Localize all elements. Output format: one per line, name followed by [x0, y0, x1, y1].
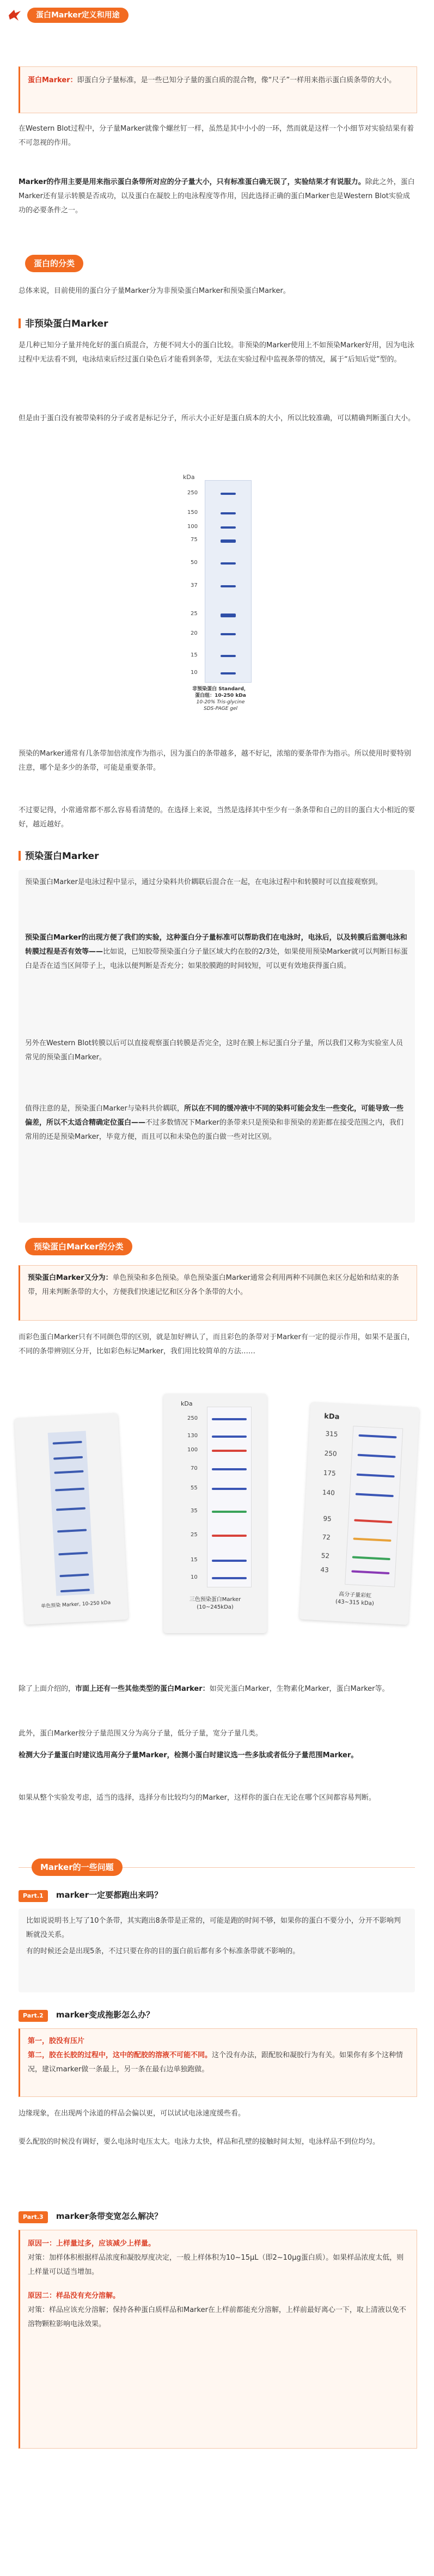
gel1-marker: 75: [191, 537, 198, 543]
gel1-band: [221, 526, 236, 529]
faq-q1-tag: Part.1: [19, 1890, 48, 1902]
gel1-marker: 25: [191, 611, 198, 617]
gel3-band: [212, 1468, 247, 1470]
colored-paragraph-2: 而彩色蛋白Marker只有不同颜色带的区别，就是加好辨认了，而且彩色的条带对于Marker有一定的提示作用，如果不是蛋白，不同的条带辨别区分开，比如彩色标记Marker，我们用比较简单的方法……: [19, 1333, 414, 1356]
gel2-band: [57, 1529, 87, 1533]
faq-q1-p2: 有的时候还会是出现5条，不过只要在你的目的蛋白前后都有多个标准条带就不影响的。: [26, 1947, 300, 1955]
faq-q2-point2-rest: 这个没有办法，跟配胶和凝胶行为有关。如果你有多个这种情况，建议marker做一条最上，另一条在最右边单独跑做。: [28, 2051, 404, 2074]
faq-q2-title: marker变成拖影怎么办？: [56, 2010, 155, 2020]
gel2-band: [53, 1441, 82, 1445]
classification-intro: 总体来说，目前使用的蛋白分子量Marker分为非预染蛋白Marker和预染蛋白Marker。: [19, 287, 290, 295]
gel1-band: [221, 633, 236, 635]
gel1-band: [221, 614, 236, 617]
gel1-marker: 50: [191, 560, 198, 566]
faq-q2-tag: Part.2: [19, 2010, 48, 2022]
header-title: 蛋白Marker定义和用途: [27, 8, 129, 23]
colored-paragraph-1: [20, 1266, 417, 1305]
gel2-band: [54, 1470, 83, 1474]
gel4-marker: 52: [321, 1551, 330, 1560]
prestained-paragraph-4: [25, 1102, 408, 1144]
section-title-colored: 预染蛋白Marker的分类: [25, 1238, 132, 1255]
faq-q1-p1: 比如说说明书上写了10个条带，其实跑出8条带是正常的，可能是跑的时间不够，如果你的蛋白不要分小，分开不影响判断就没关系。: [26, 1917, 401, 1939]
gel2-band: [55, 1488, 84, 1492]
header-bar: [8, 8, 427, 24]
prestained-p4-pre: 值得注意的是，预染蛋白Marker与染料共价耦联，: [25, 1105, 184, 1113]
gel4-marker: 250: [324, 1449, 337, 1458]
section-title-classification: 蛋白的分类: [25, 255, 83, 272]
gel2-band: [60, 1588, 90, 1592]
definition-text: [20, 67, 417, 94]
gel4-band: [357, 1474, 395, 1478]
other-paragraph-3: [19, 1749, 415, 1763]
faq-q3-box: [19, 2230, 417, 2449]
gel3-caption: [163, 1596, 267, 1611]
rainbow-gel-card: [299, 1402, 420, 1625]
faq-q3-content: [20, 2230, 417, 2338]
other-p1-rest: 如荧光蛋白Marker，生物素化Marker，蛋白Marker等。: [209, 1685, 389, 1693]
unstained-paragraph-4: 不过要记得，小常通常都不那么容易看清楚的。在选择上来说，当然是选择其中至少有一条条带和自己的目的蛋白大小相近的要好，越近越好。: [19, 806, 415, 829]
faq-q2-points: [20, 2029, 417, 2082]
gel4-caption: [300, 1589, 409, 1610]
gel1-caption-line: SDS-PAGE gel: [203, 706, 237, 712]
colored-box: [19, 1265, 417, 1321]
gel3-band: [212, 1535, 247, 1537]
gel4-caption-line: 高分子量彩虹: [338, 1591, 372, 1599]
other-p1-pre: 除了上面介绍的，: [19, 1685, 76, 1693]
faq-q2-point2-bold: 第二，胶在长胶的过程中，这中的配胶的溶液不可能不同。: [28, 2051, 212, 2059]
gel3-band: [212, 1450, 247, 1452]
gel1-kda-label: kDa: [183, 474, 195, 481]
faq-q3-point1-body: 对策：加样体积根据样品浓度和凝胶厚度决定，一般上样体积为10~15μL（即2~10μg蛋白质）。如果样品浓度太低，则上样量可以适当增加。: [28, 2254, 404, 2276]
gel4-band: [352, 1556, 390, 1560]
gel3-band: [212, 1436, 247, 1438]
gel3-lane: [207, 1407, 252, 1587]
gel2-band: [53, 1456, 83, 1460]
intro-p2-rest: 除此之外，蛋白Marker还有显示转膜是否成功，以及蛋白在凝胶上的电泳程度等作用，因此选择正确的蛋白Marker也是Western Blot实验成功的必要条件之一。: [19, 178, 415, 214]
unstained-paragraph-2: 但是由于蛋白没有被带染料的分子或者是标记分子，所示大小正好是蛋白质本的大小，所以比较准确，可以精确判断蛋白大小。: [19, 414, 415, 422]
gel3-kda-label: kDa: [181, 1400, 193, 1407]
other-paragraph-1: [19, 1682, 415, 1696]
gel1-marker: 20: [191, 630, 198, 636]
bird-logo-icon: [8, 8, 22, 22]
faq-q1-title: marker一定要都跑出来吗？: [56, 1890, 163, 1900]
single-color-gel-card: [14, 1413, 129, 1624]
faq-q2-p1: 边缘现象，在出现两个泳道的样品会偏以更，可以试试电泳速度缓些看。: [19, 2109, 246, 2118]
intro-p2-bold: Marker的作用主要是用来指示蛋白条带所对应的分子量大小，只有标准蛋白确无误了，实验结果才有说服力。: [19, 178, 365, 186]
gel4-band: [358, 1454, 396, 1458]
gel2-band: [58, 1552, 88, 1556]
gel3-band: [212, 1577, 247, 1579]
gel1-caption-line: 10-20% Tris-glycine: [196, 700, 245, 705]
intro-paragraph-2: [19, 175, 415, 218]
gel3-marker: 35: [191, 1508, 198, 1514]
gel3-marker: 70: [191, 1465, 198, 1471]
unstained-gel-figure: [180, 474, 261, 713]
gel1-marker: 250: [187, 490, 198, 496]
gel3-marker: 15: [191, 1557, 198, 1563]
unstained-paragraph-3: 预染的Marker通常有几条带加倍浓度作为指示，因为蛋白的条带越多，越不好记，浓缩的要条带作为指示。所以使用时要特别注意，哪个是多少的条带，可能是重要条带。: [19, 750, 411, 772]
gel1-band: [221, 585, 236, 587]
faq-q2-point2: [28, 2048, 409, 2077]
faq-q3-header: [19, 2210, 415, 2224]
tricolor-gel-card: [163, 1394, 267, 1633]
heading-prestained: 预染蛋白Marker: [19, 848, 99, 862]
gel4-marker: 43: [320, 1566, 329, 1574]
gel3-marker: 25: [191, 1532, 198, 1538]
gel4-kda-label: kDa: [323, 1412, 340, 1421]
faq-q2-p2: 要么配胶的时候没有调好，要么电泳时电压太大。电泳力太快，样品和孔壁的接触时间太短，电泳样品不到位均匀。: [19, 2138, 380, 2146]
gel1-marker: 10: [191, 670, 198, 676]
gel4-band: [356, 1493, 394, 1498]
prestained-p4-bold: 所以在不同的缓冲液中不同的染料可能会发生一些变化，可能导致一些偏差，所以不太适合精确定位蛋白——: [25, 1105, 404, 1127]
gel3-marker: 100: [187, 1447, 198, 1453]
faq-q1-box: [19, 1909, 415, 1992]
gel4-band: [358, 1434, 396, 1439]
gel1-marker: 15: [191, 652, 198, 658]
gel4-marker: 175: [323, 1469, 337, 1477]
gel3-marker: 10: [191, 1574, 198, 1580]
gel3-band: [212, 1511, 247, 1513]
gel2-band: [56, 1507, 85, 1511]
gel2-lane: [48, 1431, 95, 1596]
prestained-p2-rest: 比如说，已知胶带预染蛋白分子量区域大约在胶的2/3处，如果使用预染Marker就可以判断目标蛋白是否在适当区间带子上，电泳以便判断是否充分；如果胶膜跑的时间较短，可以更有效地获得蛋白质。: [25, 948, 408, 970]
gel1-band: [221, 539, 236, 543]
unstained-paragraph-1: 是几种已知分子量并纯化好的蛋白质混合，方便不同大小的蛋白比较。非预染的Marker使用上不如预染Marker好用，因为电泳过程中无法看不到，电泳结束后经过蛋白染色后才能看到条带，无法在实验过程中监视条带的情况，属于“后知后觉”型的。: [19, 341, 414, 364]
gel1-marker: 37: [191, 582, 198, 588]
faq-q2-header: [19, 2009, 415, 2023]
faq-q1-header: [19, 1889, 415, 1903]
gel4-band: [353, 1537, 391, 1542]
gel3-caption-line: (10~245kDa): [197, 1604, 234, 1610]
prestained-paragraph-1: 预染蛋白Marker是电泳过程中显示，通过分染料共价耦联后混合在一起，在电泳过程中和转膜时可以直接观察到。: [25, 878, 382, 886]
gel1-lane: [205, 480, 252, 683]
definition-body: 即蛋白分子量标准，是一些已知分子量的蛋白质的混合物，像“尺子”一样用来指示蛋白质条带的大小。: [77, 76, 396, 84]
other-p3-bold: 检测大分子量蛋白时建议选用高分子量Marker，检测小蛋白时建议选一些多肽或者低分子量范围Marker。: [19, 1751, 358, 1759]
gel1-caption-line: 非预染蛋白 Standard，: [192, 686, 249, 692]
other-p1-bold: 市面上还有一些其他类型的蛋白Marker：: [75, 1685, 210, 1693]
gel3-caption-line: 三色预染蛋白Marker: [189, 1597, 241, 1603]
gel1-band: [221, 672, 236, 674]
gel4-marker: 140: [322, 1488, 335, 1497]
prestained-p4-rest: 不过多数情况下Marker的条带来只是预染和非预染的差距都在接受范围之内，我们常用的还是预染Marker，毕竟方便，而且可以和未染色的蛋白做一些对比区别。: [25, 1119, 404, 1141]
gel1-band: [221, 493, 236, 495]
faq-q3-title: marker条带变宽怎么解决？: [56, 2211, 163, 2221]
other-paragraph-4: 如果从整个实验发考虑，适当的选择，选择分布比较均匀的Marker，这样你的蛋白在无论在哪个区间都容易判断。: [19, 1794, 376, 1802]
faq-q3-point2-title: 原因二：样品没有充分溶解。: [28, 2292, 120, 2300]
gel3-band: [212, 1560, 247, 1562]
gel2-band: [59, 1573, 89, 1577]
definition-box: [19, 66, 417, 113]
prestained-paragraph-3: 另外在Western Blot转膜以后可以直接观察蛋白转膜是否完全，这时在膜上标记蛋白分子量，所以我们又称为实验室人员常见的预染蛋白Marker。: [25, 1039, 404, 1062]
faq-q3-point1-title: 原因一：上样量过多，应该减少上样量。: [28, 2240, 156, 2248]
gel4-band: [351, 1570, 389, 1574]
gel1-band: [221, 562, 236, 565]
faq-title-wrap: [19, 1859, 415, 1877]
gel4-marker: 72: [322, 1533, 331, 1542]
gel4-marker: 315: [325, 1430, 338, 1438]
gel1-band: [221, 512, 236, 514]
gel3-marker: 250: [187, 1415, 198, 1421]
definition-prefix: 蛋白Marker：: [28, 76, 77, 84]
other-paragraph-2: 此外，蛋白Marker按分子量范围又分为高分子量，低分子量，宽分子量几类。: [19, 1729, 262, 1738]
gel4-lane: [345, 1426, 403, 1587]
faq-q3-point2-body: 对策：样品应该充分溶解；保持各种蛋白质样品和Marker在上样前都能充分溶解，上样前最好离心一下，取上清液以免不溶物颗粒影响电泳效果。: [28, 2306, 406, 2328]
gel4-caption-line: (43~315 kDa): [335, 1598, 375, 1607]
heading-unstained: 非预染蛋白Marker: [19, 316, 108, 329]
gel1-marker: 150: [187, 510, 198, 516]
gel3-band: [212, 1488, 247, 1490]
prestained-paragraph-2: [25, 931, 408, 973]
gel1-caption-line: 蛋白组：10-250 kDa: [195, 693, 246, 698]
intro-paragraph-1: 在Western Blot过程中，分子量Marker就像个螺丝钉一样，虽然是其中小小的一环，然而就是这样一个小细节对实验结果有着不可忽视的作用。: [19, 125, 414, 147]
gel3-marker: 130: [187, 1433, 198, 1439]
faq-q2-box: [19, 2028, 417, 2097]
gel4-marker: 95: [323, 1514, 332, 1523]
prestained-p2-bold: 预染蛋白Marker的出现方便了我们的实验，这种蛋白分子量标准可以帮助我们在电泳时，电泳后，以及转膜后监测电泳和转膜过程是否有效等——: [25, 934, 407, 956]
gel4-band: [354, 1519, 392, 1524]
faq-q2-point1: 第一，胶没有压片: [28, 2037, 85, 2045]
faq-q3-tag: Part.3: [19, 2211, 48, 2223]
gel1-band: [221, 655, 236, 657]
gel3-band: [212, 1418, 247, 1420]
gel1-caption: [180, 686, 261, 712]
gel1-marker: 100: [187, 524, 198, 530]
colored-p1-bold: 预染蛋白Marker又分为：: [28, 1274, 113, 1282]
colored-p1-rest: 单色预染和多色预染。单色预染蛋白Marker通常会利用两种不同颜色来区分起始和结束的条带，用来判断条带的大小，方便我们快速记忆和区分各个条带的大小。: [28, 1274, 399, 1296]
gel2-caption: 单色预染 Marker, 10-250 kDa: [41, 1600, 111, 1610]
section-title-faq: Marker的一些问题: [32, 1859, 123, 1876]
gel3-marker: 55: [191, 1485, 198, 1491]
